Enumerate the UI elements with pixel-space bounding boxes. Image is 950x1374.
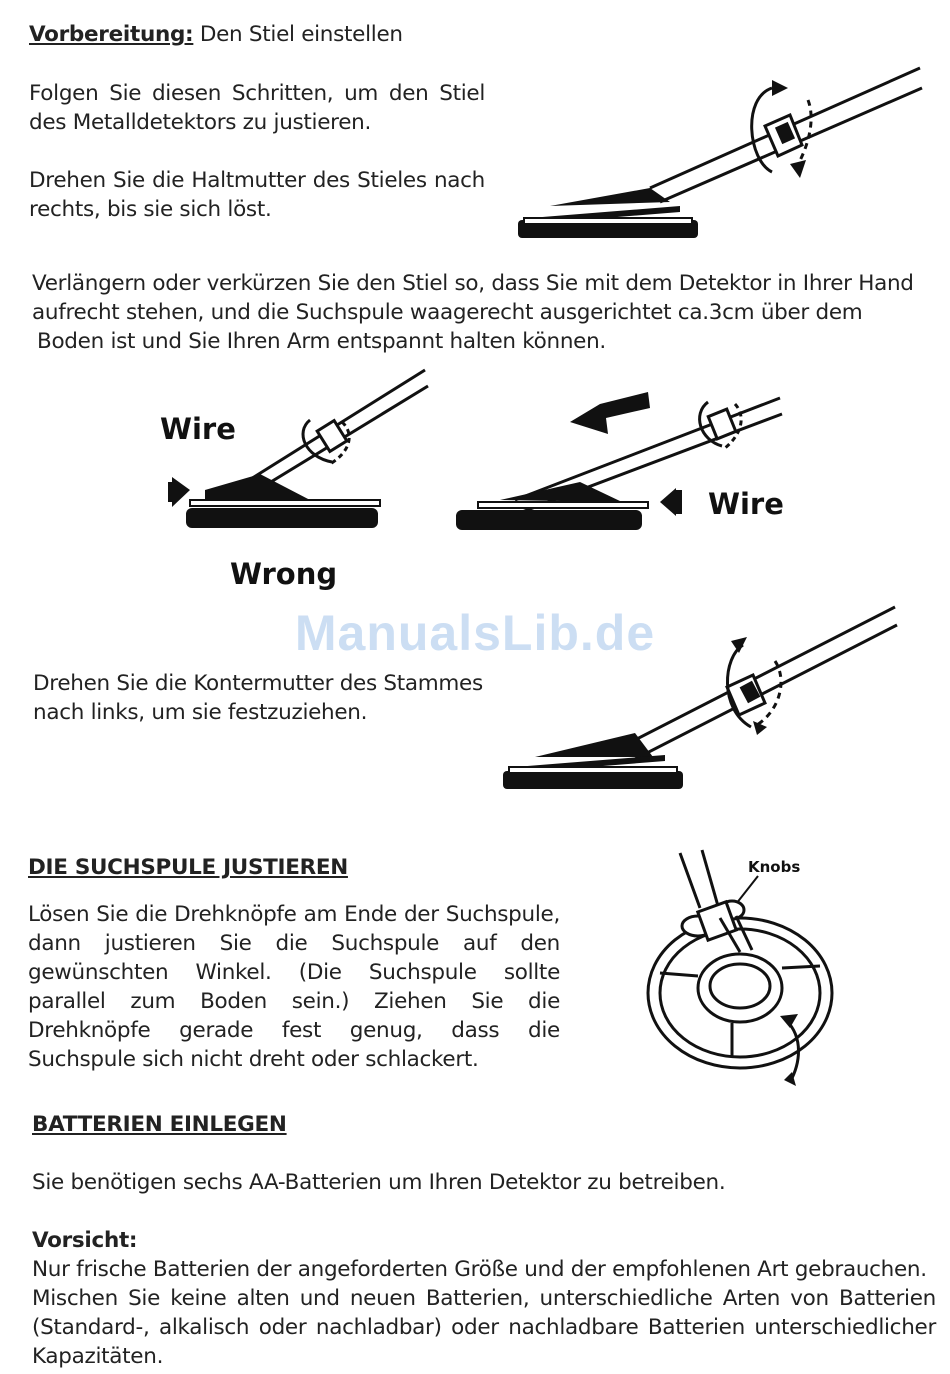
caution-line1: Nur frische Batterien der angeforderten Größe und der empfohlenen Art gebrauchen. <box>32 1257 927 1282</box>
wrong-label: Wrong <box>230 557 338 591</box>
preparation-step2-line3: Boden ist und Sie Ihren Arm entspannt halten können. <box>37 329 606 354</box>
caution-body: Mischen Sie keine alten und neuen Batterien, unterschiedliche Arten von Batterien (Standard-, alkalisch oder nachladbar) oder nachladbare Batterien unterschiedlicher Kapazitäten. <box>32 1286 936 1369</box>
preparation-intro: Folgen Sie diesen Schritten, um den Stiel des Metalldetektors zu justieren. <box>29 81 485 135</box>
wire-label-left: Wire <box>160 412 236 446</box>
coil-body: Lösen Sie die Drehknöpfe am Ende der Suchspule, dann justieren Sie die Suchspule auf den gewünschten Winkel. (Die Suchspule sollte parallel zum Boden sein.) Ziehen Sie die Drehknöpfe gerade fest genug, dass die Suchspule sich nicht dreht oder schlackert. <box>28 902 560 1072</box>
batteries-heading: BATTERIEN EINLEGEN <box>32 1112 287 1137</box>
preparation-step2-line1: Verlängern oder verkürzen Sie den Stiel so, dass Sie mit dem Detektor in Ihrer Hand <box>32 271 914 296</box>
preparation-step3: Drehen Sie die Kontermutter des Stammes nach links, um sie festzuziehen. <box>33 671 483 725</box>
preparation-heading-rest: Den Stiel einstellen <box>193 22 403 47</box>
preparation-heading-line <box>29 20 403 49</box>
wire-position-illustration <box>160 362 800 592</box>
wire-label-right: Wire <box>708 487 784 521</box>
coil-heading: DIE SUCHSPULE JUSTIEREN <box>28 855 348 880</box>
preparation-step1: Drehen Sie die Haltmutter des Stieles nach rechts, bis sie sich löst. <box>29 168 485 222</box>
knobs-label: Knobs <box>748 858 801 876</box>
watermark: ManualsLib.de <box>294 605 656 661</box>
caution-heading: Vorsicht: <box>32 1228 138 1253</box>
coil-knobs-illustration <box>640 848 840 1088</box>
preparation-step2-line2: aufrecht stehen, und die Suchspule waagerecht ausgerichtet ca.3cm über dem <box>32 300 863 325</box>
batteries-body: Sie benötigen sechs AA-Batterien um Ihren Detektor zu betreiben. <box>32 1170 726 1195</box>
stem-tighten-illustration <box>495 605 905 800</box>
stem-loosen-illustration <box>510 60 930 245</box>
preparation-heading: Vorbereitung: <box>29 22 194 47</box>
